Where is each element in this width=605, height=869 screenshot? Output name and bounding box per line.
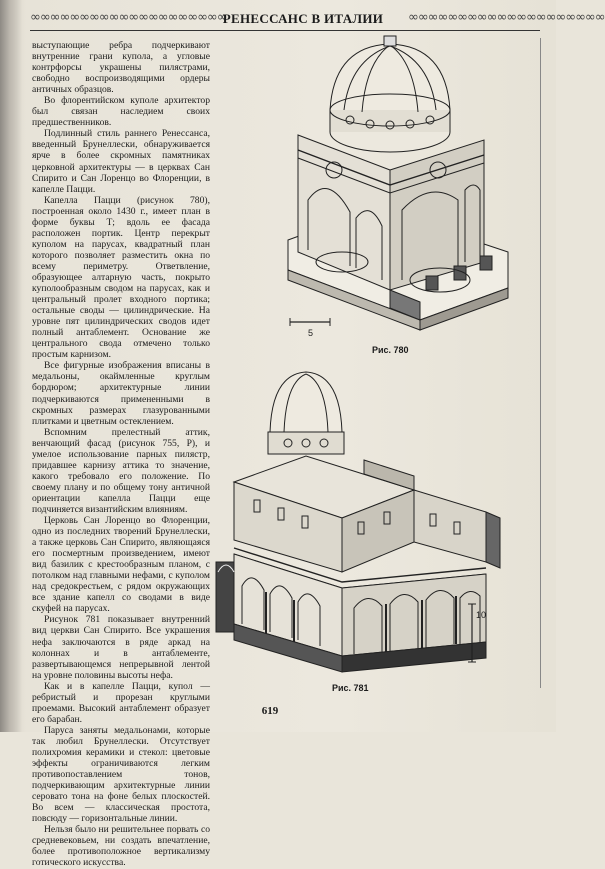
figure-781-santo-spirito: [214, 372, 506, 678]
scale-bar-780: [290, 318, 330, 338]
paragraph: Все фигурные изображения вписаны в медальоны, окаймленные круглым бордюром; архитектурные линии подчеркиваются примененными в скромных размерах глазурованными плитками и цветным остеклением.: [32, 360, 210, 427]
paragraph: Во флорентийском куполе архитектор был связан наследием своих предшественников.: [32, 95, 210, 129]
page-number: 619: [261, 705, 279, 717]
paragraph: Церковь Сан Лоренцо во Флоренции, одно из последних творений Брунеллески, а также церковь Сан Спирито, являющаяся его посмертным произведением, имеют вид базилик с крестообразным планом, с потолком над главными нефами, с куполом над средокрестьем, с рядом окружающих все здание капелл со сводами в виде скуфей на парусах.: [32, 515, 210, 615]
paragraph: Подлинный стиль раннего Ренессанса, введенный Брунеллески, обнаруживается ярче в более скромных памятниках церковной архитектуры — в церквах Сан Спирито и Сан Лоренцо во Флоренции, в капелле Пацци.: [32, 128, 210, 195]
santo-spirito-drawing: [214, 372, 506, 678]
paragraph: Паруса заняты медальонами, которые так любил Брунеллески. Отсутствует полихромия керамики и стекол: цветовые эффекты ограничиваются легким противопоставлением тонов, подчеркивающим архитектурные линии серовато тона на фоне белых плоскостей. Во всем — классическая простота, повсюду — горизонтальные линии.: [32, 724, 210, 825]
pazzi-chapel-drawing: [270, 40, 514, 342]
paragraph: выступающие ребра подчеркивают внутренние грани купола, а угловые контрфорсы украшены пилястрами, свободно воспроизводящими ордеры античных образцов.: [32, 40, 210, 96]
page-edge-rule: [540, 38, 541, 688]
gutter-shadow: [0, 0, 22, 732]
scale-label-780: 5: [308, 328, 314, 338]
paragraph: Нельзя было ни решительнее порвать со средневековьем, ни создать впечатление, более противоположное вертикализму готического искусства.: [32, 824, 210, 869]
paragraph: Вспомним прелестный аттик, венчающий фасад (рисунок 755, Р), и умелое использование парных пилястр, придавшее карнизу аттика то значение, какого требовало его положение. По своему плану и по общему тону античной ориентации капелла Пацци еще подчиняется византийским влияниям.: [32, 426, 210, 515]
figure-780-pazzi-chapel: [270, 40, 514, 342]
text-column: [32, 40, 210, 869]
paragraph: Рисунок 781 показывает внутренний вид церкви Сан Спирито. Все украшения нефа заключаются в ряде аркад на колоннах и в антаблементе, развертывающемся непрерывной лентой на уровне половины высоты нефа.: [32, 614, 210, 681]
scale-label-781: 10: [476, 610, 487, 620]
paragraph: Капелла Пацци (рисунок 780), построенная около 1430 г., имеет план в форме буквы Т; вдоль ее фасада расположен портик. Центр перекрыт куполом на парусах, квадратный план которого позволяет разместить окна по всему периметру. Ответвление, образующее алтарную часть, покрыто куполообразным сводом на парусах, как и центральный пролет входного портика; остальные своды — цилиндрические. На уровне пят цилиндрических сводов идет полный антаблемент. Основание же центрального свода отмечено только простым карнизом.: [32, 194, 210, 361]
caption-781: Рис. 781: [332, 683, 369, 693]
caption-780: Рис. 780: [372, 345, 409, 355]
header-ornament-right: ∞∞∞∞∞∞∞∞∞∞∞∞∞∞∞∞∞∞∞∞: [408, 10, 605, 25]
running-title: РЕНЕССАНС В ИТАЛИИ: [222, 11, 384, 26]
header-ornament-left: ∞∞∞∞∞∞∞∞∞∞∞∞∞∞∞∞∞∞∞∞: [30, 10, 227, 25]
paragraph: Как и в капелле Пацци, купол — ребристый и прорезан круглыми проемами. Высокий антаблемент образует его барабан.: [32, 680, 210, 725]
header-rule: [30, 30, 540, 31]
